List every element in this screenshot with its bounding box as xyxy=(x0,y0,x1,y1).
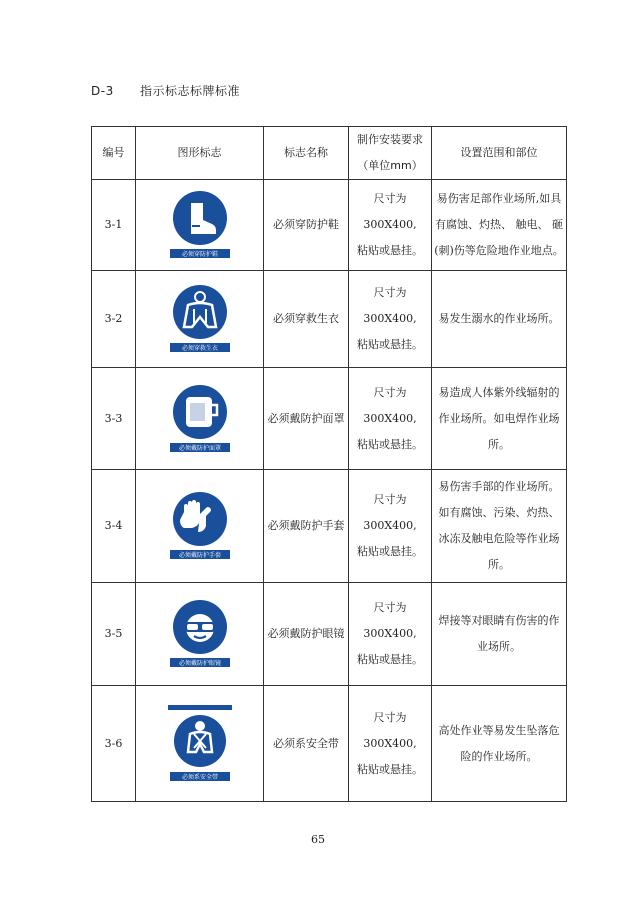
sign-label: 必须戴防护面罩 xyxy=(178,444,221,452)
page-number: 65 xyxy=(311,833,325,846)
table-row xyxy=(92,271,567,368)
row-name: 必须穿救生衣 xyxy=(264,271,349,368)
row-size-line1: 尺寸为 300X400, xyxy=(363,385,417,425)
row-no: 3-3 xyxy=(92,368,136,470)
row-size-line2: 粘贴或悬挂。 xyxy=(357,545,423,558)
sign-label: 必须戴防护手套 xyxy=(178,552,221,559)
row-scope: 易发生溺水的作业场所。 xyxy=(432,271,567,368)
header-name: 标志名称 xyxy=(264,127,349,180)
table-row xyxy=(92,583,567,686)
row-name: 必须戴防护眼镜 xyxy=(264,583,349,686)
row-graphic xyxy=(136,470,264,583)
row-size-line1: 尺寸为 300X400, xyxy=(363,286,417,325)
section-heading xyxy=(91,82,240,99)
row-size xyxy=(349,368,432,470)
row-scope: 易伤害足部作业场所,如具有腐蚀、灼热、 触电、 砸(刺)伤等危险地作业地点。 xyxy=(432,180,567,271)
boots-icon xyxy=(164,189,236,261)
section-title: 指示标志标牌标准 xyxy=(140,84,241,98)
row-size-line2: 粘贴或悬挂。 xyxy=(357,437,423,451)
row-no: 3-1 xyxy=(92,180,136,271)
section-code: D-3 xyxy=(91,84,114,98)
row-size-line1: 尺寸为 300X400, xyxy=(363,601,417,640)
row-no: 3-5 xyxy=(92,583,136,686)
row-size xyxy=(349,180,432,271)
row-scope: 易伤害手部的作业场所。如有腐蚀、污染、灼热、冰冻及触电危险等作业场所。 xyxy=(432,470,567,583)
header-graphic: 图形标志 xyxy=(136,127,264,180)
table-row xyxy=(92,180,567,271)
row-name: 必须戴防护手套 xyxy=(264,470,349,583)
goggles-icon xyxy=(164,598,236,670)
safety-harness-icon xyxy=(164,704,236,784)
row-scope: 高处作业等易发生坠落危险的作业场所。 xyxy=(432,686,567,802)
header-scope: 设置范围和部位 xyxy=(432,127,567,180)
row-no: 3-2 xyxy=(92,271,136,368)
row-graphic xyxy=(136,180,264,271)
header-requirement xyxy=(349,127,432,180)
row-size-line1: 尺寸为 300X400, xyxy=(363,493,417,532)
row-name: 必须系安全带 xyxy=(264,686,349,802)
table-row xyxy=(92,368,567,470)
sign-label: 必须戴防护眼镜 xyxy=(178,660,221,667)
row-graphic xyxy=(136,686,264,802)
header-req-line1: 制作安装要求 xyxy=(357,133,423,146)
row-size-line2: 粘贴或悬挂。 xyxy=(357,762,423,776)
row-size-line1: 尺寸为 300X400, xyxy=(363,192,417,231)
row-size xyxy=(349,271,432,368)
table-header-row xyxy=(92,127,567,180)
row-name: 必须穿防护鞋 xyxy=(264,180,349,271)
row-graphic xyxy=(136,271,264,368)
row-size xyxy=(349,583,432,686)
row-scope: 易造成人体紫外线辐射的作业场所。如电焊作业场所。 xyxy=(432,368,567,470)
sign-label: 必须系安全带 xyxy=(181,773,218,781)
row-scope: 焊接等对眼睛有伤害的作业场所。 xyxy=(432,583,567,686)
gloves-icon xyxy=(164,490,236,562)
sign-label: 必须穿防护鞋 xyxy=(181,251,218,258)
row-size-line1: 尺寸为 300X400, xyxy=(363,710,417,750)
row-size-line2: 粘贴或悬挂。 xyxy=(357,244,423,257)
row-size-line2: 粘贴或悬挂。 xyxy=(357,338,423,351)
row-name: 必须戴防护面罩 xyxy=(264,368,349,470)
table-row xyxy=(92,686,567,802)
header-no: 编号 xyxy=(92,127,136,180)
table-row xyxy=(92,470,567,583)
sign-label: 必须穿救生衣 xyxy=(181,345,218,352)
row-no: 3-4 xyxy=(92,470,136,583)
row-graphic xyxy=(136,583,264,686)
life-jacket-icon xyxy=(164,283,236,355)
header-req-line2: （单位mm） xyxy=(357,159,423,172)
row-no: 3-6 xyxy=(92,686,136,802)
row-size xyxy=(349,470,432,583)
row-size-line2: 粘贴或悬挂。 xyxy=(357,653,423,666)
face-shield-icon xyxy=(164,383,236,455)
row-graphic xyxy=(136,368,264,470)
sign-standards-table xyxy=(91,126,567,802)
row-size xyxy=(349,686,432,802)
